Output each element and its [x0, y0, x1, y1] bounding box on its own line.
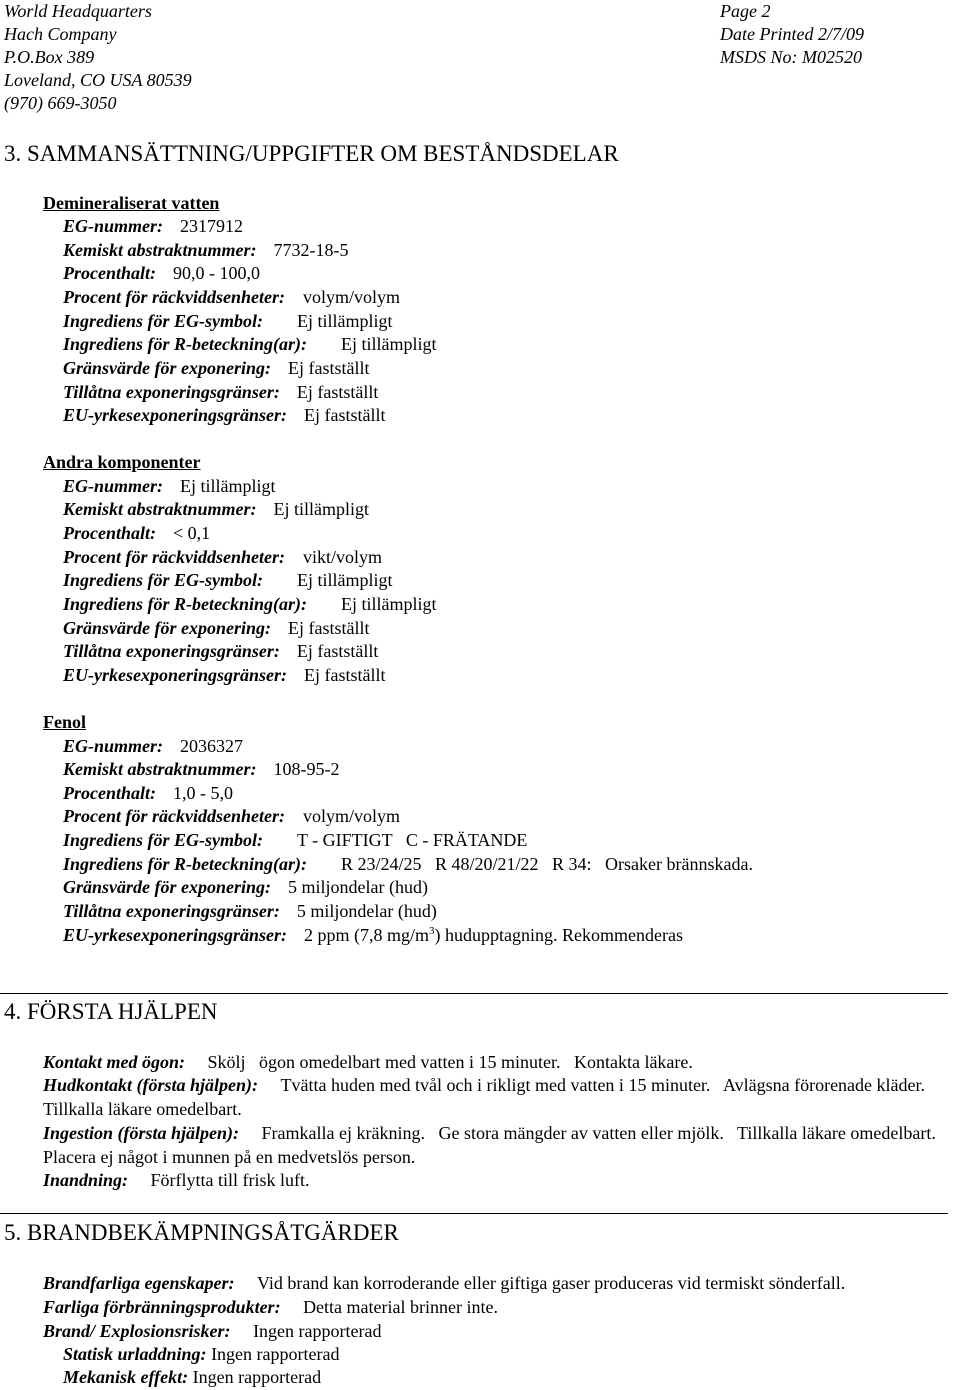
- table-row: [63, 522, 210, 544]
- first-aid-inhalation: [43, 1169, 958, 1193]
- fire-label: Statisk urladdning:: [63, 1344, 207, 1364]
- date-printed: Date Printed 2/7/09: [720, 24, 864, 44]
- first-aid-text: Framkalla ej kräkning. Ge stora mängder av vatten eller mjölk. Tillkalla läkare omedelbart. Placera ej något i munnen på en medvetslös person.: [43, 1123, 950, 1167]
- row-value: Ej tillämpligt: [297, 311, 393, 331]
- row-value: Ej tillämpligt: [341, 334, 437, 354]
- row-label: Ingrediens för EG-symbol:: [63, 570, 264, 590]
- row-value: 5 miljondelar (hud): [288, 877, 428, 897]
- row-label: Tillåtna exponeringsgränser:: [63, 382, 280, 402]
- row-label: EU-yrkesexponeringsgränser:: [63, 405, 288, 425]
- first-aid-text: Skölj ögon omedelbart med vatten i 15 minuter. Kontakta läkare.: [207, 1052, 693, 1072]
- table-row: [63, 829, 527, 851]
- section-5-title: 5. BRANDBEKÄMPNINGSÅTGÄRDER: [4, 1220, 399, 1245]
- row-value: Ej fastställt: [304, 665, 386, 685]
- row-value: 2317912: [180, 216, 244, 236]
- header-line-1: World Headquarters: [4, 1, 152, 21]
- fire-label: Mekanisk effekt:: [63, 1367, 189, 1387]
- row-label: Ingrediens för R-beteckning(ar):: [63, 854, 307, 874]
- table-row: [63, 239, 349, 261]
- fire-combustion-products: [43, 1296, 958, 1320]
- table-row: [63, 498, 369, 520]
- first-aid-label: Kontakt med ögon:: [43, 1052, 186, 1072]
- row-label: EG-nummer:: [63, 216, 164, 236]
- row-value: Ej tillämpligt: [180, 476, 276, 496]
- first-aid-label: Hudkontakt (första hjälpen):: [43, 1075, 259, 1095]
- row-label: Ingrediens för R-beteckning(ar):: [63, 594, 307, 614]
- first-aid-label: Ingestion (första hjälpen):: [43, 1123, 240, 1143]
- fire-label: Brandfarliga egenskaper:: [43, 1273, 235, 1293]
- first-aid-text: Tvätta huden med tvål och i rikligt med vatten i 15 minuter. Avlägsna förorenade kläder. Tillkalla läkare omedelbart.: [43, 1075, 939, 1119]
- row-label: EG-nummer:: [63, 736, 164, 756]
- row-value: R 23/24/25 R 48/20/21/22 R 34: Orsaker brännskada.: [341, 854, 753, 874]
- row-label: Gränsvärde för exponering:: [63, 877, 272, 897]
- row-value: 1,0 - 5,0: [173, 783, 233, 803]
- eu-value-pre: 2 ppm (7,8 mg/m: [304, 925, 430, 945]
- table-row: [63, 475, 276, 497]
- fire-flammable-properties: [43, 1272, 958, 1296]
- table-row: [63, 357, 370, 379]
- fire-text: Vid brand kan korroderande eller giftiga gaser produceras vid termiskt sönderfall.: [257, 1273, 846, 1293]
- row-label: Ingrediens för EG-symbol:: [63, 830, 264, 850]
- table-row: [63, 333, 437, 355]
- row-label: EG-nummer:: [63, 476, 164, 496]
- first-aid-label: Inandning:: [43, 1170, 129, 1190]
- row-value: Ej fastställt: [296, 382, 379, 402]
- table-row: [63, 381, 378, 403]
- fire-text: Detta material brinner inte.: [303, 1297, 498, 1317]
- row-value: volym/volym: [302, 287, 400, 307]
- table-row: [63, 924, 683, 946]
- page-number: Page 2: [720, 1, 771, 21]
- row-label: Tillåtna exponeringsgränser:: [63, 641, 280, 661]
- first-aid-eyes: [43, 1051, 958, 1075]
- fire-text: Ingen rapporterad: [192, 1367, 322, 1387]
- row-label: Kemiskt abstraktnummer:: [63, 499, 257, 519]
- row-value: Ej fastställt: [304, 405, 386, 425]
- header-line-5: (970) 669-3050: [4, 93, 117, 113]
- row-label: Procenthalt:: [63, 783, 156, 803]
- row-value: 5 miljondelar (hud): [296, 901, 437, 921]
- row-value: Ej tillämpligt: [297, 570, 393, 590]
- table-row: [63, 664, 386, 686]
- table-row: [63, 853, 753, 875]
- row-value: < 0,1: [173, 523, 211, 543]
- fire-label: Farliga förbränningsprodukter:: [43, 1297, 281, 1317]
- section-divider: [0, 1213, 948, 1214]
- table-row: [63, 546, 382, 568]
- row-value: Ej fastställt: [296, 641, 379, 661]
- section-3-title: 3. SAMMANSÄTTNING/UPPGIFTER OM BESTÅNDSDELAR: [4, 141, 619, 166]
- fire-text: Ingen rapporterad: [211, 1344, 340, 1364]
- table-row: [63, 640, 378, 662]
- row-label: Procenthalt:: [63, 523, 156, 543]
- fire-static-discharge: [63, 1343, 960, 1367]
- fire-explosion-risks: [43, 1320, 958, 1344]
- row-label: Procent för räckviddsenheter:: [63, 806, 285, 826]
- component-name-water: Demineraliserat vatten: [43, 193, 220, 213]
- fire-label: Brand/ Explosionsrisker:: [43, 1321, 231, 1341]
- row-value: [304, 925, 683, 945]
- header-line-4: Loveland, CO USA 80539: [4, 70, 192, 90]
- eu-value-post: ) hudupptagning. Rekommenderas: [434, 925, 683, 945]
- row-label: Procenthalt:: [63, 263, 156, 283]
- table-row: [63, 876, 428, 898]
- table-row: [63, 286, 400, 308]
- row-value: 7732-18-5: [273, 240, 349, 260]
- row-value: 108-95-2: [273, 759, 340, 779]
- row-value: T - GIFTIGT C - FRÄTANDE: [297, 830, 528, 850]
- msds-number: MSDS No: M02520: [720, 47, 862, 67]
- row-label: EU-yrkesexponeringsgränser:: [63, 665, 288, 685]
- row-value: Ej tillämpligt: [273, 499, 370, 519]
- row-label: Kemiskt abstraktnummer:: [63, 240, 257, 260]
- table-row: [63, 805, 400, 827]
- table-row: [63, 617, 370, 639]
- component-name-other: Andra komponenter: [43, 452, 201, 472]
- table-row: [63, 782, 233, 804]
- row-value: volym/volym: [302, 806, 400, 826]
- row-label: Gränsvärde för exponering:: [63, 618, 272, 638]
- first-aid-skin: [43, 1074, 958, 1121]
- fire-mechanical-impact: [63, 1366, 960, 1390]
- first-aid-ingestion: [43, 1122, 958, 1169]
- row-value: vikt/volym: [302, 547, 382, 567]
- fire-text: Ingen rapporterad: [253, 1321, 382, 1341]
- row-label: EU-yrkesexponeringsgränser:: [63, 925, 288, 945]
- eu-value-sup: 3: [429, 925, 435, 937]
- row-value: Ej fastställt: [288, 618, 370, 638]
- table-row: [63, 593, 437, 615]
- row-value: Ej fastställt: [288, 358, 370, 378]
- table-row: [63, 900, 437, 922]
- row-label: Kemiskt abstraktnummer:: [63, 759, 257, 779]
- row-value: 90,0 - 100,0: [173, 263, 260, 283]
- row-label: Procent för räckviddsenheter:: [63, 547, 285, 567]
- row-label: Procent för räckviddsenheter:: [63, 287, 285, 307]
- table-row: [63, 404, 386, 426]
- section-4-title: 4. FÖRSTA HJÄLPEN: [4, 999, 218, 1024]
- header-line-2: Hach Company: [4, 24, 117, 44]
- first-aid-text: Förflytta till frisk luft.: [150, 1170, 310, 1190]
- table-row: [63, 310, 393, 332]
- table-row: [63, 758, 340, 780]
- header-line-3: P.O.Box 389: [4, 47, 95, 67]
- section-divider: [0, 993, 948, 994]
- row-value: 2036327: [180, 736, 244, 756]
- table-row: [63, 569, 393, 591]
- row-label: Gränsvärde för exponering:: [63, 358, 272, 378]
- row-label: Tillåtna exponeringsgränser:: [63, 901, 280, 921]
- table-row: [63, 215, 243, 237]
- table-row: [63, 735, 243, 757]
- component-name-phenol: Fenol: [43, 712, 86, 732]
- row-label: Ingrediens för EG-symbol:: [63, 311, 264, 331]
- table-row: [63, 262, 260, 284]
- row-value: Ej tillämpligt: [341, 594, 437, 614]
- row-label: Ingrediens för R-beteckning(ar):: [63, 334, 307, 354]
